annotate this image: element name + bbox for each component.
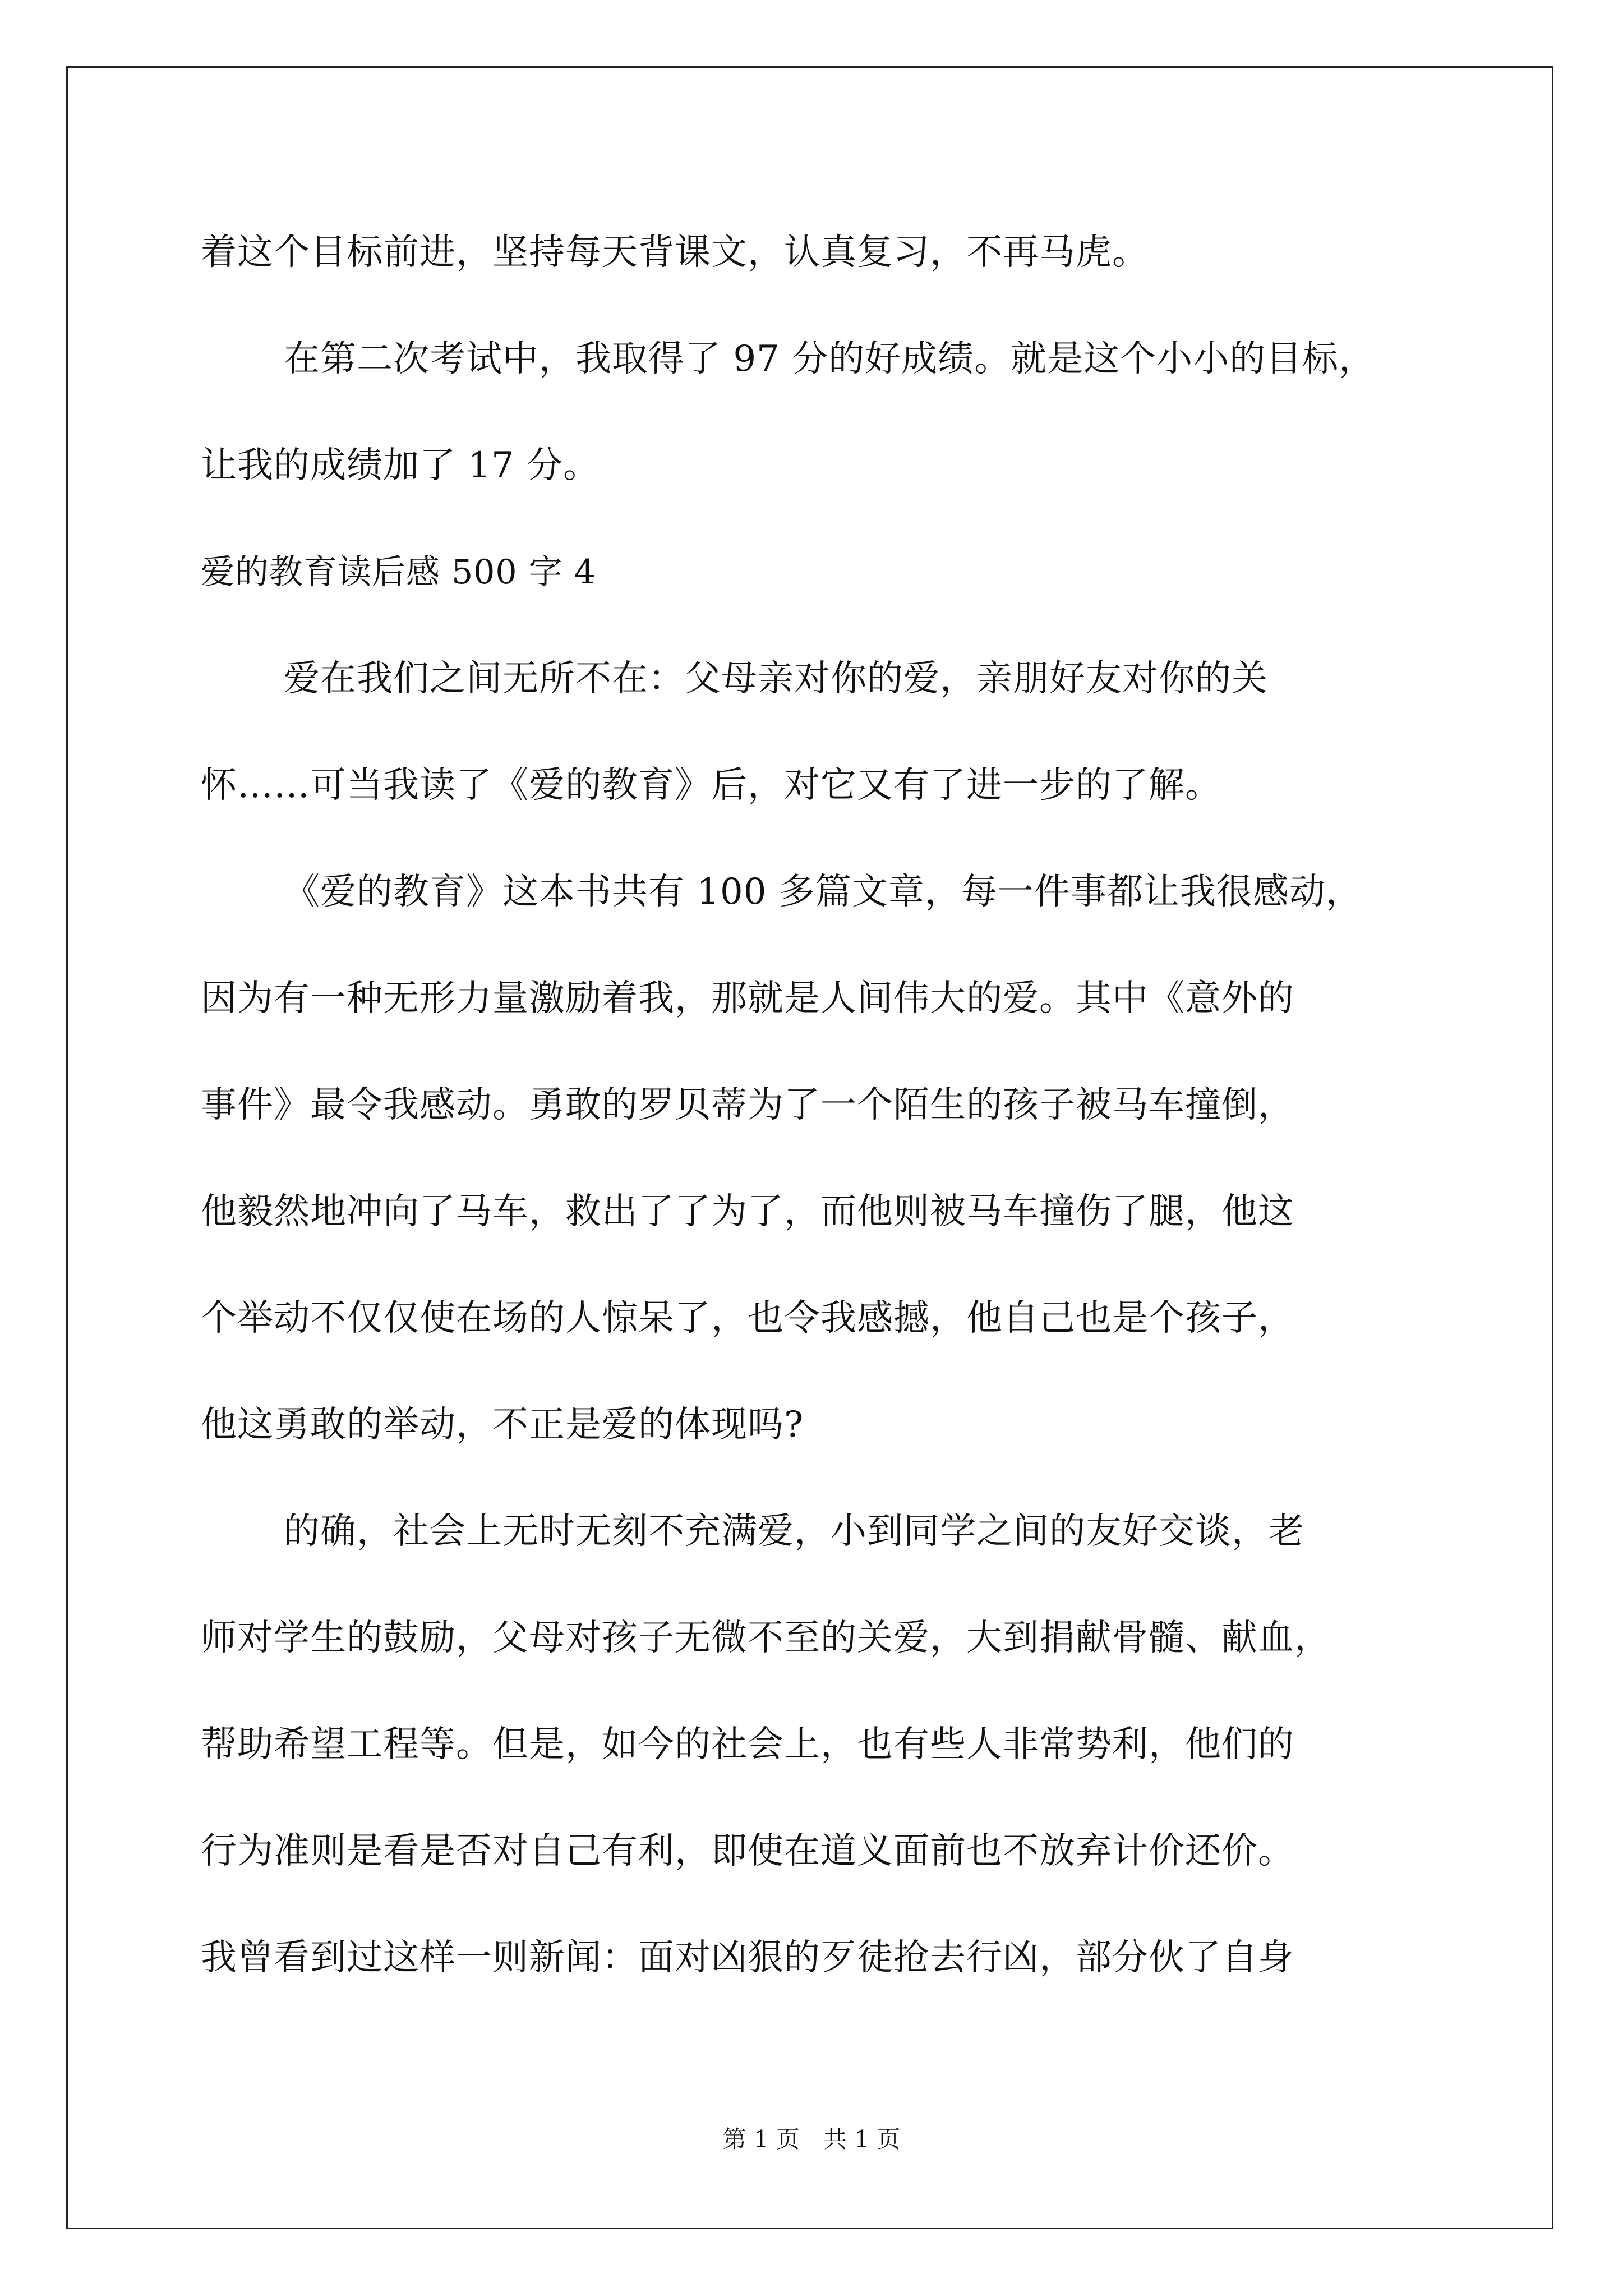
text-line: 我曾看到过这样一则新闻：面对凶狠的歹徒抢去行凶，部分伙了自身 bbox=[201, 1937, 1294, 1978]
text-line: 师对学生的鼓励，父母对孩子无微不至的关爱，大到捐献骨髓、献血， bbox=[201, 1617, 1331, 1659]
text-line: 着这个目标前进，坚持每天背课文，认真复习，不再马虎。 bbox=[201, 232, 1149, 273]
page-border bbox=[66, 66, 1553, 2229]
text-line: 的确，社会上无时无刻不充满爱，小到同学之间的友好交谈，老 bbox=[284, 1511, 1304, 1552]
text-line: 爱在我们之间无所不在：父母亲对你的爱，亲朋好友对你的关 bbox=[284, 658, 1268, 700]
text-line: 让我的成绩加了 17 分。 bbox=[201, 445, 600, 486]
text-line: 因为有一种无形力量激励着我，那就是人间伟大的爱。其中《意外的 bbox=[201, 978, 1294, 1019]
text-line: 他毅然地冲向了马车，救出了了为了，而他则被马车撞伤了腿，他这 bbox=[201, 1191, 1294, 1232]
text-line: 他这勇敢的举动，不正是爱的体现吗? bbox=[201, 1404, 804, 1446]
text-line: 怀……可当我读了《爱的教育》后，对它又有了进一步的了解。 bbox=[201, 765, 1221, 806]
page-footer: 第 1 页 共 1 页 bbox=[722, 2125, 901, 2153]
section-heading: 爱的教育读后感 500 字 4 bbox=[201, 553, 596, 592]
text-line: 个举动不仅仅使在场的人惊呆了，也令我感撼，他自己也是个孩子， bbox=[201, 1297, 1294, 1339]
text-line: 帮助希望工程等。但是，如今的社会上，也有些人非常势利，他们的 bbox=[201, 1724, 1294, 1765]
text-line: 行为准则是看是否对自己有利，即使在道义面前也不放弃计价还价。 bbox=[201, 1830, 1294, 1872]
text-line: 在第二次考试中，我取得了 97 分的好成绩。就是这个小小的目标， bbox=[284, 338, 1376, 380]
text-line: 《爱的教育》这本书共有 100 多篇文章，每一件事都让我很感动， bbox=[284, 871, 1362, 913]
text-line: 事件》最令我感动。勇敢的罗贝蒂为了一个陌生的孩子被马车撞倒， bbox=[201, 1084, 1294, 1126]
